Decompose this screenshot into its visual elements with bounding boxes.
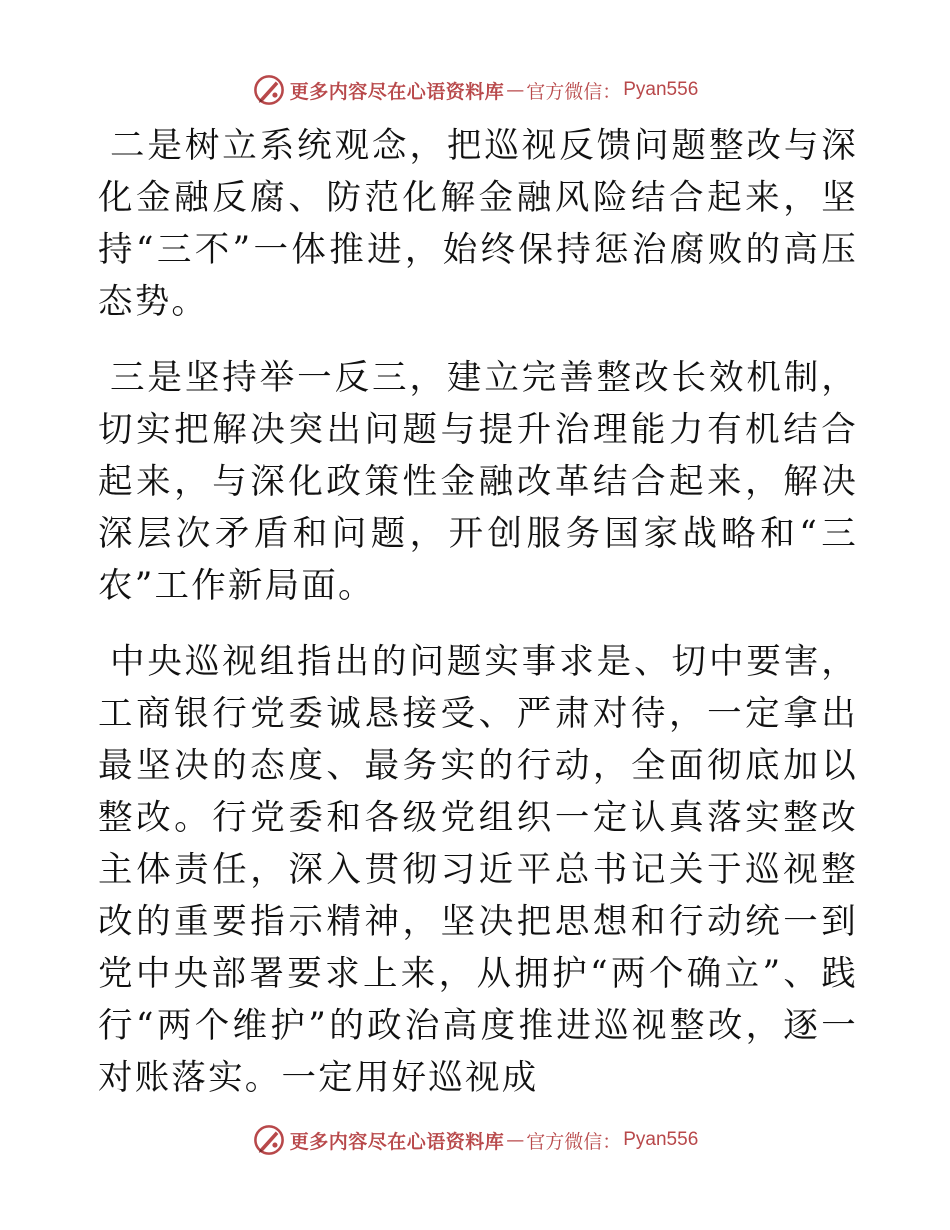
footer-official-label: 官方微信： — [526, 1130, 622, 1153]
body-text — [98, 120, 858, 1128]
footer-watermark — [0, 1120, 950, 1160]
quill-logo-icon — [252, 73, 286, 107]
header-separator: — — [506, 79, 525, 101]
header-brand-text: 更多内容尽在心语资料库 — [289, 80, 505, 103]
footer-brand-text: 更多内容尽在心语资料库 — [289, 1130, 505, 1153]
header-watermark — [0, 70, 950, 110]
paragraph-1: 二是树立系统观念，把巡视反馈问题整改与深化金融反腐、防范化解金融风险结合起来，坚持“三不”一体推进，始终保持惩治腐败的高压态势。 — [98, 126, 858, 322]
paragraph-2: 三是坚持举一反三，建立完善整改长效机制，切实把解决突出问题与提升治理能力有机结合起来，与深化政策性金融改革结合起来，解决深层次矛盾和问题，开创服务国家战略和“三农”工作新局面。 — [98, 358, 858, 606]
header-official-label: 官方微信： — [526, 80, 622, 103]
paragraph-3: 中央巡视组指出的问题实事求是、切中要害，工商银行党委诚恳接受、严肃对待，一定拿出最坚决的态度、最务实的行动，全面彻底加以整改。行党委和各级党组织一定认真落实整改主体责任，深入贯彻习近平总书记关于巡视整改的重要指示精神，坚决把思想和行动统一到党中央部署要求上来，从拥护“两个确立”、践行“两个维护”的政治高度推进巡视整改，逐一对账落实。一定用好巡视成 — [98, 642, 858, 1098]
footer-separator: — — [506, 1129, 525, 1151]
header-account-id: Pyan556 — [623, 79, 699, 100]
footer-account-id: Pyan556 — [623, 1129, 699, 1150]
quill-logo-icon — [252, 1123, 286, 1157]
